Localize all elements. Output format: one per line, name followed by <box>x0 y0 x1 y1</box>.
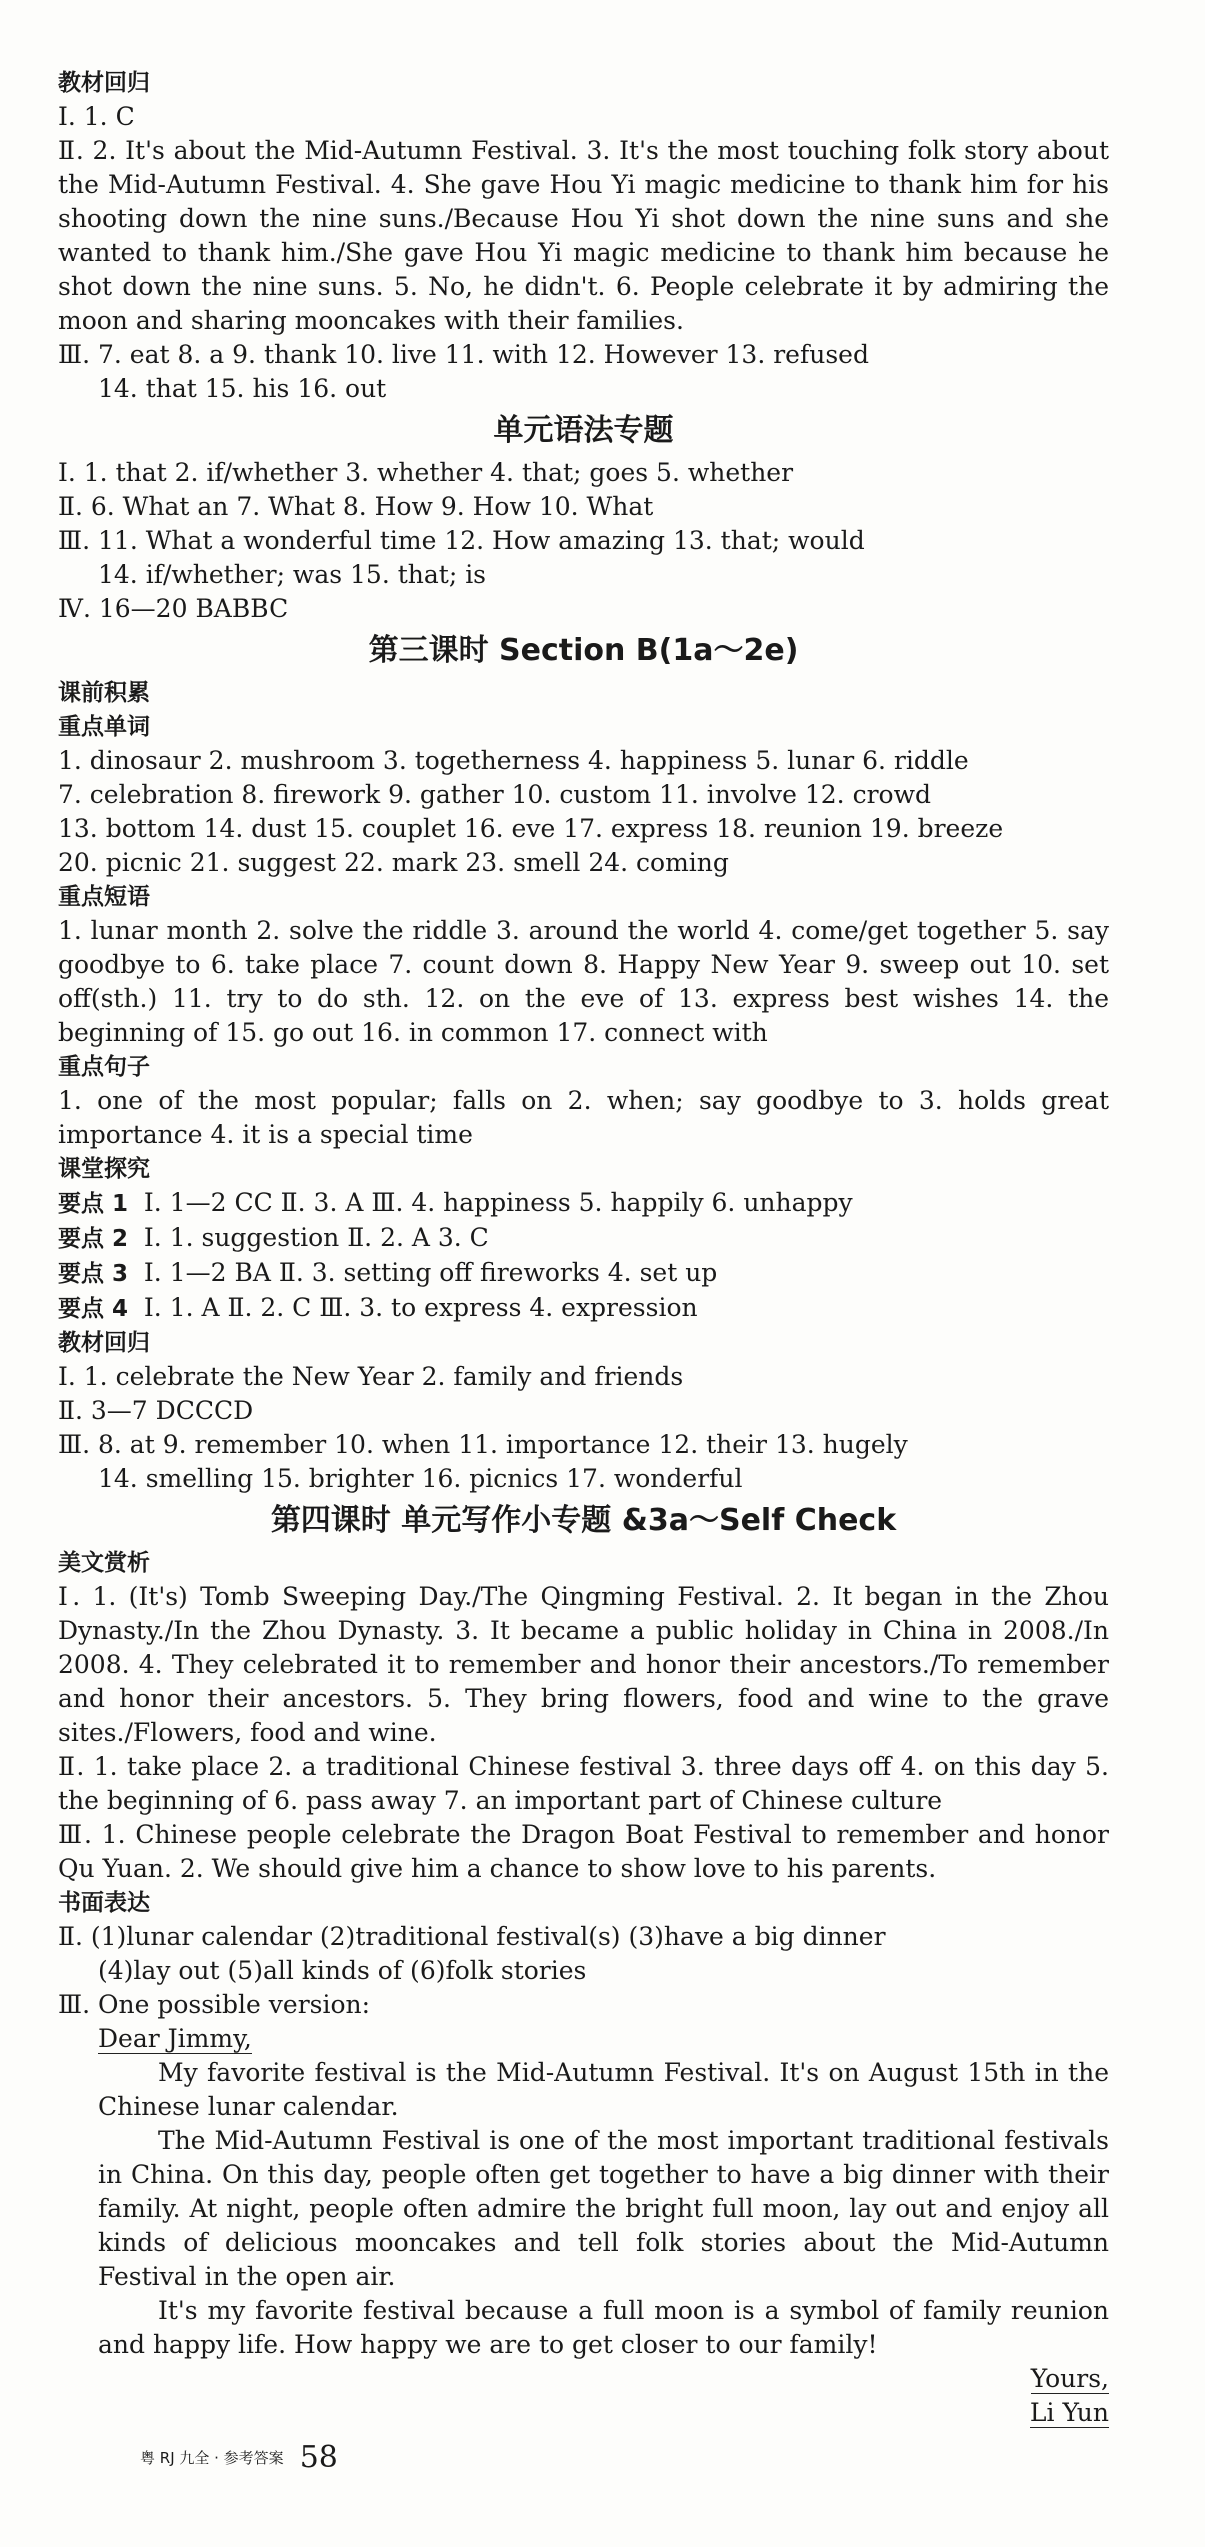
lesson4-title: 第四课时 单元写作小专题 &3a～Self Check <box>270 1503 897 1538</box>
key-point-label: 要点 1 <box>58 1191 129 1217</box>
answer-paragraph: 1. one of the most popular; falls on 2. when; say goodbye to 3. holds great importance 4. it is a special time <box>58 1086 1109 1149</box>
letter-paragraph: It's my favorite festival because a full moon is a symbol of family reunion and happy life. How happy we are to get closer to our family! <box>98 2296 1109 2359</box>
key-point-text: Ⅰ. 1—2 CC Ⅱ. 3. A Ⅲ. 4. happiness 5. happily 6. unhappy <box>143 1188 853 1217</box>
answer-paragraph: Ⅰ. 1. (It's) Tomb Sweeping Day./The Qingming Festival. 2. It began in the Zhou Dynasty./In the Zhou Dynasty. 3. It became a public holiday in China in 2008./In 2008. 4. They celebrated it to remember and honor their ancestors./To remember and honor their ancestors. 5. They bring flowers, food and wine to the grave sites./Flowers, food and wine. <box>58 1582 1109 1747</box>
key-point-line <box>58 1221 1109 1256</box>
section-heading: 书面表达 <box>58 1890 150 1916</box>
key-point-line <box>58 1291 1109 1326</box>
answer-line: 14. if/whether; was 15. that; is <box>98 560 487 589</box>
page-footer <box>140 2440 338 2475</box>
key-point-label: 要点 2 <box>58 1226 129 1252</box>
answer-line: (4)lay out (5)all kinds of (6)folk stories <box>98 1956 587 1985</box>
letter-greeting <box>58 2022 1109 2056</box>
lesson3-title: 第三课时 Section B(1a～2e) <box>368 633 799 668</box>
answer-paragraph: Ⅲ. 1. Chinese people celebrate the Dragon Boat Festival to remember and honor Qu Yuan. 2. We should give him a chance to show love to his parents. <box>58 1820 1109 1883</box>
page-number: 58 <box>299 2440 338 2475</box>
letter-closing <box>58 2362 1109 2396</box>
key-point-label: 要点 4 <box>58 1296 129 1322</box>
grammar-title: 单元语法专题 <box>493 413 674 448</box>
answer-paragraph: Ⅱ. 2. It's about the Mid-Autumn Festival. 3. It's the most touching folk story about the Mid-Autumn Festival. 4. She gave Hou Yi magic medicine to thank him for his shooting down the nine suns./Because Hou Yi shot down the nine suns and she wanted to thank him./She gave Hou Yi magic medicine to thank him because he shot down the nine suns. 5. No, he didn't. 6. People celebrate it by admiring the moon and sharing mooncakes with their families. <box>58 136 1109 335</box>
section-heading: 美文赏析 <box>58 1550 150 1576</box>
answer-line: Ⅳ. 16—20 BABBC <box>58 594 289 623</box>
answer-line: Ⅰ. 1. C <box>58 102 135 131</box>
answer-line: 14. smelling 15. brighter 16. picnics 17. wonderful <box>98 1464 743 1493</box>
key-point-text: Ⅰ. 1. suggestion Ⅱ. 2. A 3. C <box>143 1223 489 1252</box>
answer-line: Ⅰ. 1. that 2. if/whether 3. whether 4. that; goes 5. whether <box>58 458 794 487</box>
section-heading: 重点句子 <box>58 1054 150 1080</box>
answer-line: Ⅲ. 8. at 9. remember 10. when 11. importance 12. their 13. hugely <box>58 1430 908 1459</box>
section-heading: 课堂探究 <box>58 1156 150 1182</box>
letter-paragraph: My favorite festival is the Mid-Autumn Festival. It's on August 15th in the Chinese lunar calendar. <box>98 2058 1109 2121</box>
letter-paragraph: The Mid-Autumn Festival is one of the most important traditional festivals in China. On this day, people often get together to have a big dinner with their family. At night, people often admire the bright full moon, lay out and enjoy all kinds of delicious mooncakes and tell folk stories about the Mid-Autumn Festival in the open air. <box>98 2126 1109 2291</box>
answer-line: Ⅱ. (1)lunar calendar (2)traditional festival(s) (3)have a big dinner <box>58 1922 886 1951</box>
answer-line: 1. dinosaur 2. mushroom 3. togetherness 4. happiness 5. lunar 6. riddle <box>58 746 969 775</box>
section-heading: 教材回归 <box>58 1330 150 1356</box>
letter-signature <box>58 2396 1109 2430</box>
answer-line: Ⅰ. 1. celebrate the New Year 2. family and friends <box>58 1362 684 1391</box>
key-point-line <box>58 1256 1109 1291</box>
answer-line: 14. that 15. his 16. out <box>98 374 387 403</box>
answer-line: 7. celebration 8. firework 9. gather 10. custom 11. involve 12. crowd <box>58 780 931 809</box>
answer-paragraph: 1. lunar month 2. solve the riddle 3. around the world 4. come/get together 5. say goodbye to 6. take place 7. count down 8. Happy New Year 9. sweep out 10. set off(sth.) 11. try to do sth. 12. on the eve of 13. express best wishes 14. the beginning of 15. go out 16. in common 17. connect with <box>58 916 1109 1047</box>
answer-line: Ⅱ. 3—7 DCCCD <box>58 1396 254 1425</box>
answer-line: Ⅲ. 11. What a wonderful time 12. How amazing 13. that; would <box>58 526 865 555</box>
section-heading: 教材回归 <box>58 70 150 96</box>
section-heading: 重点单词 <box>58 714 150 740</box>
footer-label: 粤 RJ 九全 · 参考答案 <box>140 2449 284 2467</box>
answer-line: Ⅱ. 6. What an 7. What 8. How 9. How 10. What <box>58 492 654 521</box>
closing-text: Yours, <box>1030 2364 1109 2393</box>
key-point-text: Ⅰ. 1. A Ⅱ. 2. C Ⅲ. 3. to express 4. expression <box>143 1293 698 1322</box>
key-point-line <box>58 1186 1109 1221</box>
answer-paragraph: Ⅱ. 1. take place 2. a traditional Chinese festival 3. three days off 4. on this day 5. the beginning of 6. pass away 7. an important part of Chinese culture <box>58 1752 1109 1815</box>
greeting-text: Dear Jimmy, <box>98 2024 252 2053</box>
key-point-text: Ⅰ. 1—2 BA Ⅱ. 3. setting off fireworks 4. set up <box>143 1258 718 1287</box>
section-heading: 重点短语 <box>58 884 150 910</box>
signature-text: Li Yun <box>1029 2398 1109 2427</box>
section-heading: 课前积累 <box>58 680 150 706</box>
version-label: Ⅲ. One possible version: <box>58 1990 371 2019</box>
answer-line: Ⅲ. 7. eat 8. a 9. thank 10. live 11. with 12. However 13. refused <box>58 340 869 369</box>
answer-line: 20. picnic 21. suggest 22. mark 23. smell 24. coming <box>58 848 729 877</box>
answer-line: 13. bottom 14. dust 15. couplet 16. eve 17. express 18. reunion 19. breeze <box>58 814 1004 843</box>
key-point-label: 要点 3 <box>58 1261 129 1287</box>
